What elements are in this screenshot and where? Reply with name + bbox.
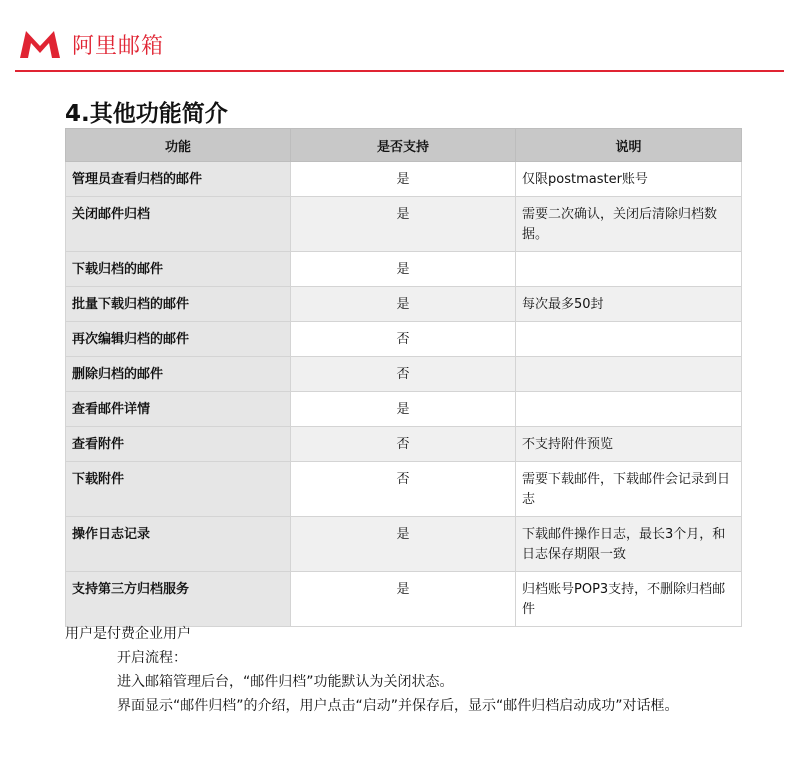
column-header-supported: 是否支持 <box>291 129 516 162</box>
table-row <box>66 392 742 427</box>
table-row <box>66 517 742 572</box>
header <box>0 0 803 72</box>
column-header-feature: 功能 <box>66 129 291 162</box>
feature-cell: 删除归档的邮件 <box>66 357 291 392</box>
feature-cell: 下载归档的邮件 <box>66 252 291 287</box>
note-line: 用户是付费企业用户 <box>65 626 191 642</box>
feature-cell: 管理员查看归档的邮件 <box>66 162 291 197</box>
column-header-note: 说明 <box>516 129 742 162</box>
note-line: 界面显示“邮件归档”的介绍，用户点击“启动”并保存后，显示“邮件归档启动成功”对话框。 <box>117 698 679 714</box>
header-divider <box>15 70 784 72</box>
note-cell: 仅限postmaster账号 <box>516 162 742 197</box>
supported-cell: 否 <box>291 322 516 357</box>
logo-text: 阿里邮箱 <box>72 34 165 59</box>
notes-section <box>65 622 679 718</box>
supported-cell: 是 <box>291 392 516 427</box>
table-row <box>66 252 742 287</box>
supported-cell: 是 <box>291 252 516 287</box>
note-cell: 需要下载邮件，下载邮件会记录到日志 <box>516 462 742 517</box>
feature-cell: 下载附件 <box>66 462 291 517</box>
feature-cell: 关闭邮件归档 <box>66 197 291 252</box>
supported-cell: 否 <box>291 427 516 462</box>
note-cell: 每次最多50封 <box>516 287 742 322</box>
supported-cell: 是 <box>291 517 516 572</box>
table-row <box>66 287 742 322</box>
table-header-row <box>66 129 742 162</box>
section-title: 4.其他功能简介 <box>65 101 228 127</box>
table-row <box>66 162 742 197</box>
supported-cell: 是 <box>291 572 516 627</box>
supported-cell: 是 <box>291 197 516 252</box>
supported-cell: 否 <box>291 462 516 517</box>
note-line: 进入邮箱管理后台，“邮件归档”功能默认为关闭状态。 <box>117 674 454 690</box>
note-cell: 不支持附件预览 <box>516 427 742 462</box>
table-row <box>66 322 742 357</box>
table-row <box>66 197 742 252</box>
feature-cell: 查看邮件详情 <box>66 392 291 427</box>
supported-cell: 是 <box>291 162 516 197</box>
feature-table <box>65 128 742 627</box>
table-row <box>66 462 742 517</box>
feature-cell: 查看附件 <box>66 427 291 462</box>
note-cell: 归档账号POP3支持，不删除归档邮件 <box>516 572 742 627</box>
note-cell <box>516 252 742 287</box>
note-cell <box>516 392 742 427</box>
note-cell: 下载邮件操作日志，最长3个月，和日志保存期限一致 <box>516 517 742 572</box>
feature-cell: 批量下载归档的邮件 <box>66 287 291 322</box>
feature-cell: 支持第三方归档服务 <box>66 572 291 627</box>
note-cell <box>516 357 742 392</box>
note-line: 开启流程： <box>117 650 187 666</box>
table-row <box>66 572 742 627</box>
note-cell: 需要二次确认，关闭后清除归档数据。 <box>516 197 742 252</box>
supported-cell: 否 <box>291 357 516 392</box>
feature-cell: 操作日志记录 <box>66 517 291 572</box>
note-cell <box>516 322 742 357</box>
aliyun-mail-logo-icon <box>18 28 62 60</box>
supported-cell: 是 <box>291 287 516 322</box>
feature-cell: 再次编辑归档的邮件 <box>66 322 291 357</box>
table-row <box>66 427 742 462</box>
table-row <box>66 357 742 392</box>
